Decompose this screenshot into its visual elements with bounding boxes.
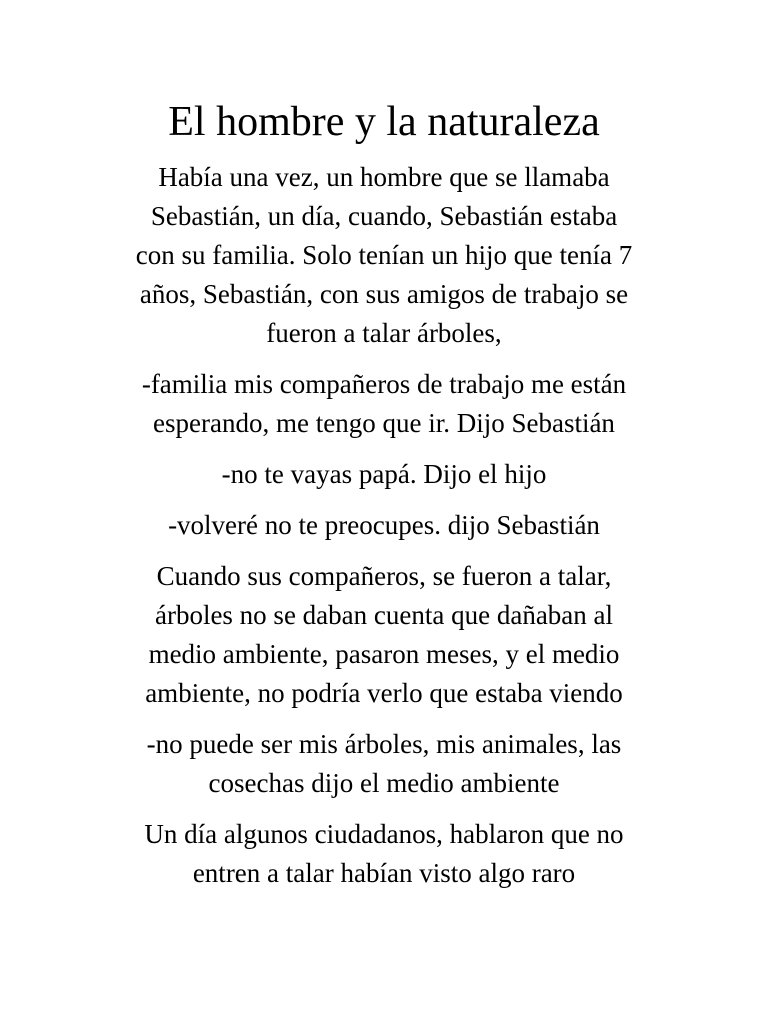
text-line: entren a talar habían visto algo raro	[192, 858, 576, 888]
paragraph	[60, 365, 708, 443]
text-line: esperando, me tengo que ir. Dijo Sebastián	[153, 408, 615, 438]
paragraph	[60, 815, 708, 893]
document-body	[60, 158, 708, 893]
text-line: Sebastián, un día, cuando, Sebastián estaba	[150, 201, 618, 231]
paragraph	[60, 557, 708, 713]
text-line: -volveré no te preocupes. dijo Sebastián	[168, 510, 600, 540]
text-line: con su familia. Solo tenían un hijo que tenía 7	[135, 240, 633, 270]
text-line: -no puede ser mis árboles, mis animales, las	[146, 729, 622, 759]
text-line: Un día algunos ciudadanos, hablaron que no	[144, 819, 624, 849]
paragraph	[60, 725, 708, 803]
text-line: medio ambiente, pasaron meses, y el medio	[148, 639, 620, 669]
text-line: Cuando sus compañeros, se fueron a talar,	[156, 561, 612, 591]
text-line: ambiente, no podría verlo que estaba viendo	[145, 678, 623, 708]
text-line: fueron a talar árboles,	[266, 318, 502, 348]
text-line: árboles no se daban cuenta que dañaban al	[154, 600, 614, 630]
text-line: cosechas dijo el medio ambiente	[208, 768, 560, 798]
paragraph	[60, 158, 708, 353]
document-title: El hombre y la naturaleza	[168, 99, 600, 145]
text-line: años, Sebastián, con sus amigos de trabajo se	[139, 279, 629, 309]
text-line: -familia mis compañeros de trabajo me están	[141, 369, 627, 399]
paragraph	[60, 506, 708, 545]
paragraph	[60, 455, 708, 494]
text-line: -no te vayas papá. Dijo el hijo	[221, 459, 547, 489]
text-line: Había una vez, un hombre que se llamaba	[158, 162, 610, 192]
